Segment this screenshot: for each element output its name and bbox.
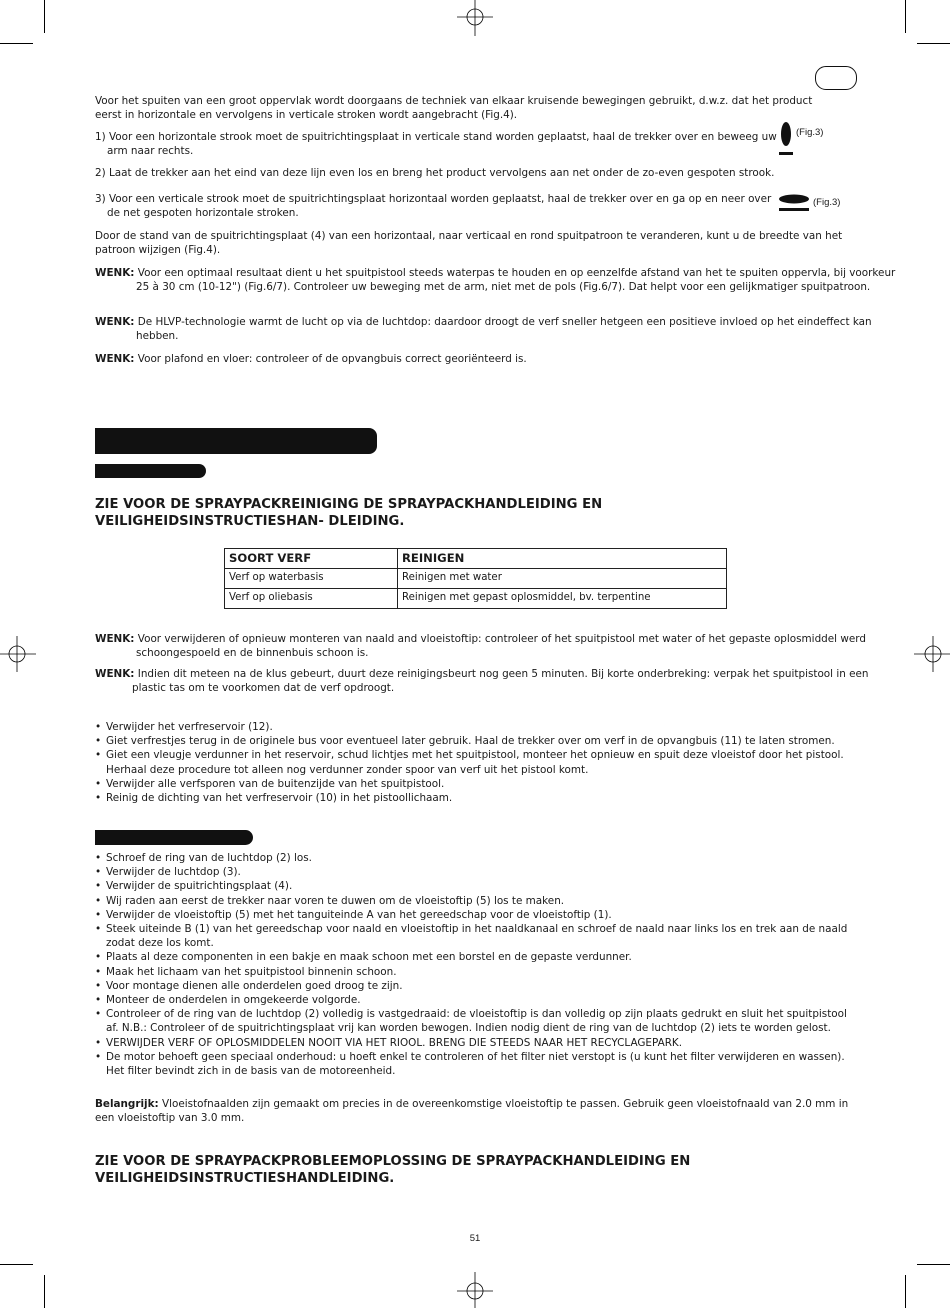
list-item: • Controleer of de ring van de luchtdop (2) volledig is vastgedraaid: de vloeistoftip is dan volledig op zijn plaats gedrukt en sluit het spuitpistool af. N.B.: Controleer of de spuitrichtingsplaat vrij kan worden bewogen. Indien nodig dient de ring van de luchtdop (2) iets te worden gelost. [95, 1007, 857, 1035]
list-item: • Verwijder de vloeistoftip (5) met het tanguiteinde A van het gereedschap voor de vloeistoftip (1). [95, 908, 857, 922]
list-item: • Maak het lichaam van het spuitpistool binnenin schoon. [95, 965, 857, 979]
list-item: • Wij raden aan eerst de trekker naar voren te duwen om de vloeistoftip (5) los te maken. [95, 894, 857, 908]
page-number: 51 [469, 1233, 481, 1244]
cleaning-table [224, 548, 727, 609]
language-tab [815, 66, 857, 90]
heading-cleaning: ZIE VOOR DE SPRAYPACKREINIGING DE SPRAYPACKHANDLEIDING EN VEILIGHEIDSINSTRUCTIESHAN- DLEIDING. [95, 497, 603, 529]
registration-mark-top [445, 0, 505, 36]
list-item: • Schroef de ring van de luchtdop (2) los. [95, 851, 857, 865]
list-item: • VERWIJDER VERF OF OPLOSMIDDELEN NOOIT VIA HET RIOOL. BRENG DIE STEEDS NAAR HET RECYCLAGEPARK. [95, 1036, 857, 1050]
cleaning-steps-list [95, 720, 857, 805]
section-bar-sub-2 [95, 830, 253, 845]
step-1: 1) Voor een horizontale strook moet de spuitrichtingsplaat in verticale stand worden geplaatst, haal de trekker over en beweeg uw arm naar rechts. [95, 131, 777, 158]
tip-4: WENK: Voor verwijderen of opnieuw monteren van naald and vloeistoftip: controleer of het spuitpistool met water of het gepaste oplosmiddel werd schoongespoeld en de binnenbuis schoon is. [95, 633, 866, 660]
registration-mark-right [914, 632, 950, 676]
list-item: • Giet verfrestjes terug in de originele bus voor eventueel later gebruik. Haal de trekker over om verf in de opvangbuis (11) te laten stromen. [95, 734, 857, 748]
step-3: 3) Voor een verticale strook moet de spuitrichtingsplaat horizontaal worden geplaatst, haal de trekker over en ga op en neer over de net gespoten horizontale stroken. [95, 193, 772, 220]
important-note: Belangrijk: Vloeistofnaalden zijn gemaakt om precies in de overeenkomstige vloeistoftip te passen. Gebruik geen vloeistofnaald van 2.0 mm in een vloeistoftip van 3.0 mm. [95, 1098, 849, 1125]
fig-label-vertical: (Fig.3) [796, 127, 824, 138]
list-item: • De motor behoeft geen speciaal onderhoud: u hoeft enkel te controleren of het filter niet verstopt is (u kunt het filter verwijderen en wassen). Het filter bevindt zich in de basis van de motoreenheid. [95, 1050, 857, 1078]
table-header-row [225, 549, 727, 569]
list-item: • Verwijder alle verfsporen van de buitenzijde van het spuitpistool. [95, 777, 857, 791]
section-bar-sub [95, 464, 206, 478]
table-row [225, 589, 727, 609]
list-item: • Steek uiteinde B (1) van het gereedschap voor naald en vloeistoftip in het naaldkanaal en schroef de naald naar links los en trek aan de naald zodat deze los komt. [95, 922, 857, 950]
table-row [225, 569, 727, 589]
tip-3: WENK: Voor plafond en vloer: controleer of de opvangbuis correct georiënteerd is. [95, 353, 527, 365]
spray-plate-horizontal-icon [777, 193, 811, 215]
tip-label: WENK: [95, 633, 135, 645]
step-2: 2) Laat de trekker aan het eind van deze lijn even los en breng het product vervolgens aan net onder de zo-even gespoten strook. [95, 167, 775, 179]
important-label: Belangrijk: [95, 1098, 159, 1110]
spray-plate-vertical-icon [778, 120, 794, 160]
tip-label: WENK: [95, 267, 135, 279]
registration-mark-left [0, 632, 36, 676]
tip-label: WENK: [95, 353, 135, 365]
table-cell: Reinigen met water [398, 569, 727, 589]
heading-troubleshooting: ZIE VOOR DE SPRAYPACKPROBLEEMOPLOSSING DE SPRAYPACKHANDLEIDING EN VEILIGHEIDSINSTRUCTIESHANDLEIDING. [95, 1154, 691, 1186]
disassembly-steps-list [95, 851, 857, 1078]
list-item: • Verwijder het verfreservoir (12). [95, 720, 857, 734]
section-bar-main [95, 428, 377, 454]
tip-1: WENK: Voor een optimaal resultaat dient u het spuitpistool steeds waterpas te houden en op eenzelfde afstand van het te spuiten oppervla, bij voorkeur 25 à 30 cm (10-12") (Fig.6/7). Controleer uw beweging met de arm, niet met de pols (Fig.6/7). Dat helpt voor een gelijkmatiger spuitpatroon. [95, 267, 896, 294]
list-item: • Verwijder de spuitrichtingsplaat (4). [95, 879, 857, 893]
intro-paragraph: Voor het spuiten van een groot oppervlak wordt doorgaans de techniek van elkaar kruisende bewegingen gebruikt, d.w.z. dat het product eerst in horizontale en vervolgens in verticale stroken wordt aangebracht (Fig.4). [95, 95, 813, 122]
list-item: • Reinig de dichting van het verfreservoir (10) in het pistoollichaam. [95, 791, 857, 805]
table-cell: Verf op waterbasis [225, 569, 398, 589]
list-item: • Plaats al deze componenten in een bakje en maak schoon met een borstel en de gepaste verdunner. [95, 950, 857, 964]
list-item: • Giet een vleugje verdunner in het reservoir, schud lichtjes met het spuitpistool, monteer het opnieuw en spuit deze vloeistof door het pistool. Herhaal deze procedure tot alleen nog verdunner zonder spoor van verf uit het pistool komt. [95, 748, 857, 776]
table-cell: Verf op oliebasis [225, 589, 398, 609]
pattern-paragraph: Door de stand van de spuitrichtingsplaat (4) van een horizontaal, naar verticaal en rond spuitpatroon te veranderen, kunt u de breedte van het patroon wijzigen (Fig.4). [95, 230, 843, 257]
table-cell: Reinigen met gepast oplosmiddel, bv. terpentine [398, 589, 727, 609]
registration-mark-bottom [445, 1272, 505, 1308]
list-item: • Verwijder de luchtdop (3). [95, 865, 857, 879]
table-header: REINIGEN [398, 549, 727, 569]
tip-label: WENK: [95, 316, 135, 328]
tip-5: WENK: Indien dit meteen na de klus gebeurt, duurt deze reinigingsbeurt nog geen 5 minuten. Bij korte onderbreking: verpak het spuitpistool in een plastic tas om te voorkomen dat de verf opdroogt. [95, 668, 869, 695]
table-header: SOORT VERF [225, 549, 398, 569]
fig-label-horizontal: (Fig.3) [813, 197, 841, 208]
tip-2: WENK: De HLVP-technologie warmt de lucht op via de luchtdop: daardoor droogt de verf sneller hetgeen een positieve invloed op het eindeffect kan hebben. [95, 316, 872, 343]
tip-label: WENK: [95, 668, 135, 680]
list-item: • Monteer de onderdelen in omgekeerde volgorde. [95, 993, 857, 1007]
list-item: • Voor montage dienen alle onderdelen goed droog te zijn. [95, 979, 857, 993]
